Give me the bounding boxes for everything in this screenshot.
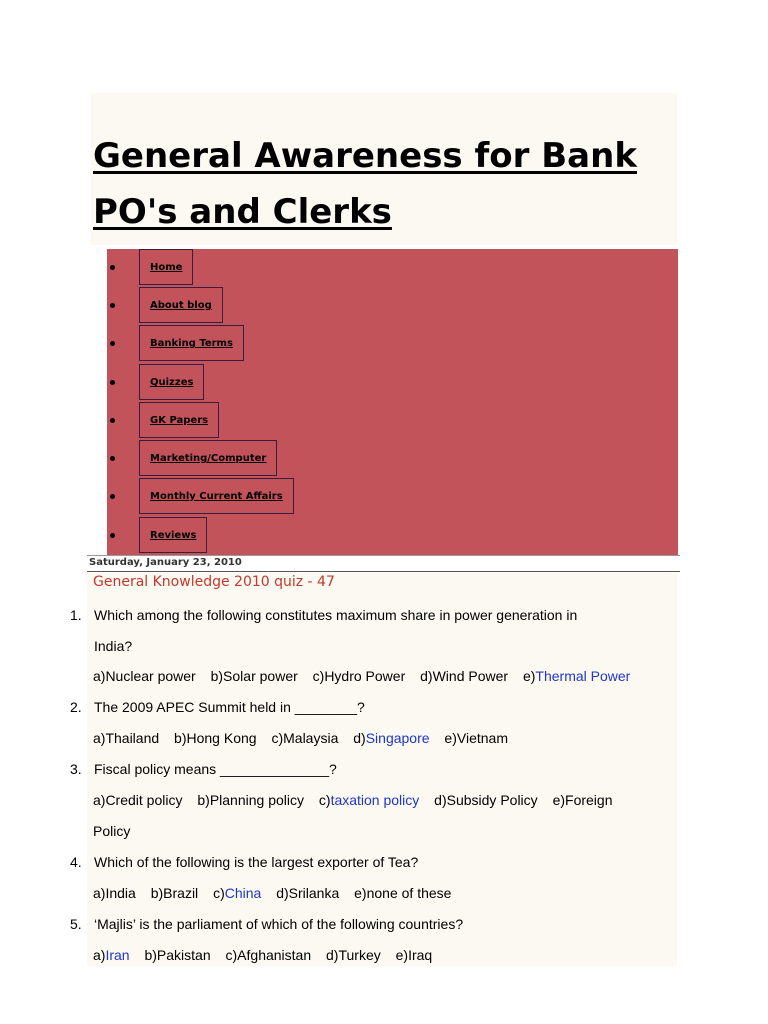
nav-link-about-blog[interactable]: About blog	[139, 287, 223, 323]
question-2-options	[93, 723, 519, 754]
bullet-icon	[110, 494, 115, 499]
question-3-options	[93, 785, 612, 816]
question-5-options	[93, 940, 432, 971]
nav-link-marketing-computer[interactable]: Marketing/Computer	[139, 440, 277, 476]
question-1-text-line-2: India?	[94, 638, 133, 654]
question-2-number: 2.	[70, 699, 82, 715]
bullet-icon	[110, 418, 115, 423]
nav-link-monthly-current-affairs[interactable]: Monthly Current Affairs	[139, 478, 294, 514]
main-nav	[107, 249, 678, 555]
question-5-number: 5.	[70, 916, 82, 932]
nav-item-home	[107, 249, 678, 287]
nav-link-gk-papers[interactable]: GK Papers	[139, 402, 219, 438]
correct-answer: taxation policy	[330, 792, 420, 808]
bullet-icon	[110, 341, 115, 346]
question-5-text: ‘Majlis’ is the parliament of which of the following countries?	[94, 916, 464, 932]
question-1-options	[93, 661, 630, 692]
option: c)Malaysia	[271, 730, 339, 746]
bullet-icon	[110, 265, 115, 270]
option-prefix: c)	[213, 885, 225, 901]
option: a)Credit policy	[93, 792, 183, 808]
option: b)Planning policy	[197, 792, 304, 808]
question-4-options	[93, 878, 451, 909]
post-date: Saturday, January 23, 2010	[89, 557, 242, 568]
bullet-icon	[110, 533, 115, 538]
bullet-icon	[110, 303, 115, 308]
option: d)Srilanka	[276, 885, 340, 901]
correct-answer: Iran	[105, 947, 130, 963]
blog-title-line-1[interactable]: General Awareness for Bank	[93, 136, 637, 176]
question-number: 1.	[70, 607, 82, 623]
option-prefix: c)	[318, 792, 331, 808]
option: e)Foreign	[552, 792, 613, 808]
option: d)Subsidy Policy	[434, 792, 538, 808]
option: e)Iraq	[395, 947, 433, 963]
correct-answer: Singapore	[365, 730, 430, 746]
correct-answer: China	[224, 885, 262, 901]
question-3-text: Fiscal policy means ______________?	[94, 761, 337, 777]
question-1-text-line-1: Which among the following constitutes maximum share in power generation in	[94, 607, 578, 623]
option: b)Hong Kong	[174, 730, 257, 746]
option: b)Brazil	[150, 885, 199, 901]
nav-item-marketing-computer	[107, 440, 678, 478]
nav-link-home[interactable]: Home	[139, 249, 193, 285]
nav-item-banking-terms	[107, 325, 678, 363]
option: a)Nuclear power	[93, 668, 196, 684]
question-2-text: The 2009 APEC Summit held in ________?	[94, 699, 365, 715]
option: a)India	[93, 885, 136, 901]
blog-title-line-2[interactable]: PO's and Clerks	[93, 192, 392, 232]
question-3-number: 3.	[70, 761, 82, 777]
question-4-text: Which of the following is the largest exporter of Tea?	[94, 854, 419, 870]
question-3-options-line-2: Policy	[93, 823, 131, 839]
nav-item-about-blog	[107, 287, 678, 325]
nav-item-reviews	[107, 517, 678, 555]
nav-link-banking-terms[interactable]: Banking Terms	[139, 325, 244, 361]
option-prefix: d)	[353, 730, 366, 746]
option-prefix: e)	[522, 668, 536, 684]
option: b)Solar power	[210, 668, 298, 684]
bullet-icon	[110, 456, 115, 461]
option: e)Vietnam	[444, 730, 508, 746]
nav-item-gk-papers	[107, 402, 678, 440]
nav-link-quizzes[interactable]: Quizzes	[139, 364, 204, 400]
option: a)Thailand	[93, 730, 160, 746]
question-4-number: 4.	[70, 854, 82, 870]
option: c)Hydro Power	[312, 668, 406, 684]
option: b)Pakistan	[144, 947, 211, 963]
nav-item-quizzes	[107, 364, 678, 402]
option: d)Wind Power	[420, 668, 509, 684]
correct-answer: Thermal Power	[535, 668, 631, 684]
nav-link-reviews[interactable]: Reviews	[139, 517, 207, 553]
option: e)none of these	[354, 885, 452, 901]
option-prefix: a)	[93, 947, 106, 963]
post-title[interactable]: General Knowledge 2010 quiz - 47	[93, 574, 335, 590]
bullet-icon	[110, 380, 115, 385]
option: d)Turkey	[326, 947, 381, 963]
nav-item-monthly-current-affairs	[107, 478, 678, 516]
blog-title[interactable]	[93, 128, 673, 240]
option: c)Afghanistan	[225, 947, 312, 963]
